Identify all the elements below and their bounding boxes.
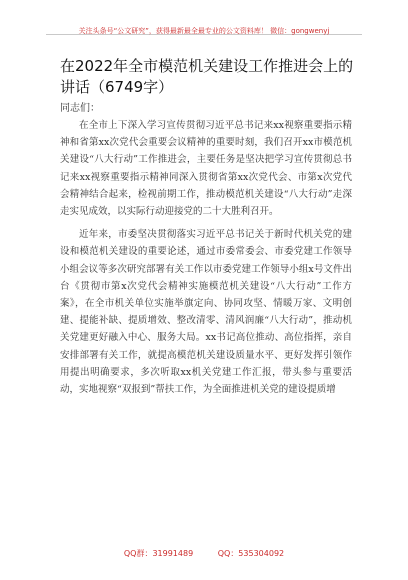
paragraph: 近年来，市委坚决贯彻落实习近平总书记关于新时代机关党的建设和模范机关建设的重要论述，通过市委常委会、市委党建工作领导小组会议等多次研究部署有关工作以市委党建工作领导小组x号文件出台《贯彻市第x次党代会精神实施模范机关建设“八大行动”工作方案》，在全市机关单位实施举旗定向、协同攻坚、情暖万家、文明创建、提能补缺、提质增效、整改清零、清风润廉“八大行动”，推动机关党建更好融入中心、服务大局。xx书记高位推动、高位指挥，亲自安排部署有关工作，就提高模范机关建设质量水平、更好发挥引领作用提出明确要求，多次听取xx机关党建工作汇报，带头参与重要活动，实地视察“双报到”帮扶工作，为全面推进机关党的建设提质增 [60, 229, 352, 396]
header-notice: 关注头条号“公文研究”，获得最新最全最专业的公文资料库！ 微信：gongwenyj [78, 27, 330, 35]
document-body [60, 117, 352, 404]
footer-qq-group: QQ群：31991489 [123, 549, 194, 558]
salutation: 同志们： [60, 103, 100, 114]
footer-qq: QQ：535304092 [217, 549, 285, 558]
paragraph: 在全市上下深入学习宣传贯彻习近平总书记来xx视察重要指示精神和省第xx次党代会重要会议精神的重要时刻，我们召开xx市模范机关建设“八大行动”工作推进会，主要任务是坚决把学习宣传贯彻总书记来xx视察重要指示精神同深入贯彻省第xx次党代会、市第x次党代会精神结合起来，检视前期工作，推动模范机关建设“八大行动”走深走实见成效，以实际行动迎接党的二十大胜利召开。 [60, 120, 352, 218]
document-title: 在2022年全市模范机关建设工作推进会上的讲话（6749字） [60, 57, 354, 96]
footer-contact [0, 548, 408, 559]
header-notice-bar [46, 18, 362, 35]
